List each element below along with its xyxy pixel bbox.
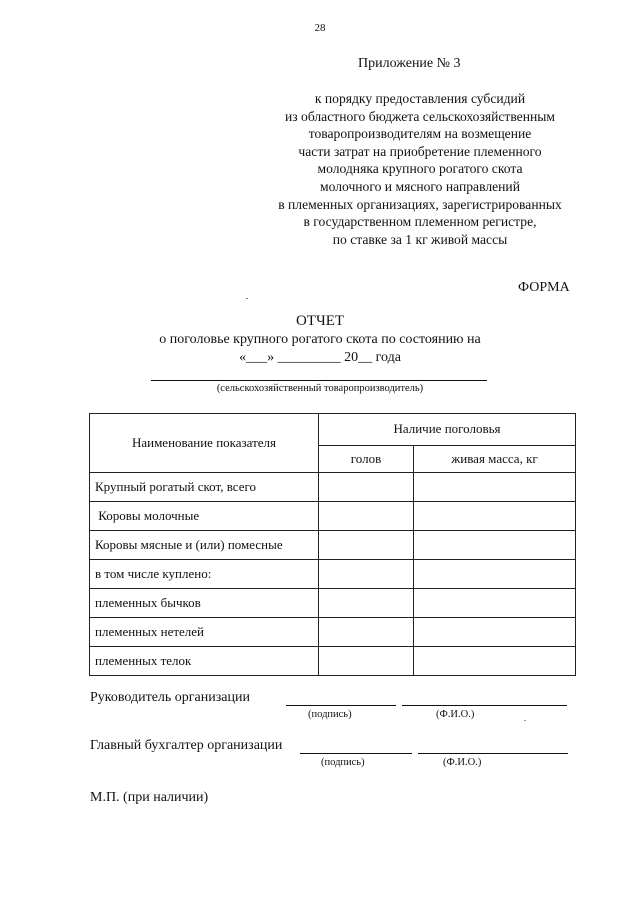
appendix-line: молочного и мясного направлений	[320, 178, 520, 194]
page-number: 28	[314, 22, 326, 34]
scan-speck	[246, 298, 248, 299]
table-row	[90, 560, 576, 589]
head-name-line[interactable]	[402, 705, 567, 706]
table-row	[90, 502, 576, 531]
row-label: племенных бычков	[90, 589, 319, 618]
accountant-name-line[interactable]	[418, 753, 568, 754]
table-row	[90, 589, 576, 618]
appendix-line: товаропроизводителям на возмещение	[308, 126, 532, 142]
report-date-line: «___» _________ 20__ года	[239, 350, 401, 365]
cell-live-weight[interactable]	[414, 647, 576, 676]
stamp-place: М.П. (при наличии)	[90, 790, 209, 805]
appendix-title: Приложение № 3	[358, 56, 461, 71]
cell-live-weight[interactable]	[414, 473, 576, 502]
report-subtitle: о поголовье крупного рогатого скота по состоянию на	[159, 332, 481, 347]
form-label: ФОРМА	[518, 280, 570, 295]
appendix-line: из областного бюджета сельскохозяйственным	[284, 108, 556, 124]
appendix-line: части затрат на приобретение племенного	[298, 143, 542, 159]
livestock-table	[89, 413, 576, 676]
scan-speck	[524, 720, 526, 721]
cell-live-weight[interactable]	[414, 589, 576, 618]
accountant-signature-label: Главный бухгалтер организации	[90, 738, 283, 753]
accountant-name-caption: (Ф.И.О.)	[443, 757, 482, 768]
row-label: Крупный рогатый скот, всего	[90, 473, 319, 502]
producer-caption: (сельскохозяйственный товаропроизводитель)	[216, 383, 424, 394]
table-row	[90, 647, 576, 676]
table-header-row	[90, 414, 576, 446]
row-label: в том числе куплено:	[90, 560, 319, 589]
row-label: Коровы мясные и (или) помесные	[90, 531, 319, 560]
head-signature-line[interactable]	[286, 705, 396, 706]
appendix-line: молодняка крупного рогатого скота	[317, 161, 523, 177]
header-heads: голов	[319, 445, 414, 472]
cell-heads[interactable]	[319, 618, 414, 647]
cell-live-weight[interactable]	[414, 531, 576, 560]
table-row	[90, 618, 576, 647]
appendix-line: в племенных организациях, зарегистрированных	[278, 196, 562, 212]
table-row	[90, 473, 576, 502]
cell-heads[interactable]	[319, 473, 414, 502]
cell-live-weight[interactable]	[414, 502, 576, 531]
head-signature-caption: (подпись)	[308, 709, 352, 720]
header-indicator-name: Наименование показателя	[90, 414, 319, 473]
header-livestock-presence: Наличие поголовья	[319, 414, 576, 446]
header-live-weight: живая масса, кг	[414, 445, 576, 472]
head-name-caption: (Ф.И.О.)	[436, 709, 475, 720]
appendix-line: по ставке за 1 кг живой массы	[332, 231, 508, 247]
table-row	[90, 531, 576, 560]
accountant-signature-caption: (подпись)	[321, 757, 365, 768]
appendix-description	[220, 90, 620, 248]
accountant-signature-line[interactable]	[300, 753, 412, 754]
cell-heads[interactable]	[319, 647, 414, 676]
row-label: племенных телок	[90, 647, 319, 676]
cell-live-weight[interactable]	[414, 560, 576, 589]
cell-heads[interactable]	[319, 560, 414, 589]
head-signature-label: Руководитель организации	[90, 690, 250, 705]
cell-heads[interactable]	[319, 531, 414, 560]
cell-heads[interactable]	[319, 589, 414, 618]
producer-line	[151, 380, 487, 381]
cell-live-weight[interactable]	[414, 618, 576, 647]
appendix-line: в государственном племенном регистре,	[303, 214, 537, 230]
row-label: Коровы молочные	[90, 502, 319, 531]
row-label: племенных нетелей	[90, 618, 319, 647]
appendix-line: к порядку предоставления субсидий	[314, 91, 526, 106]
report-title: ОТЧЕТ	[295, 313, 345, 329]
cell-heads[interactable]	[319, 502, 414, 531]
